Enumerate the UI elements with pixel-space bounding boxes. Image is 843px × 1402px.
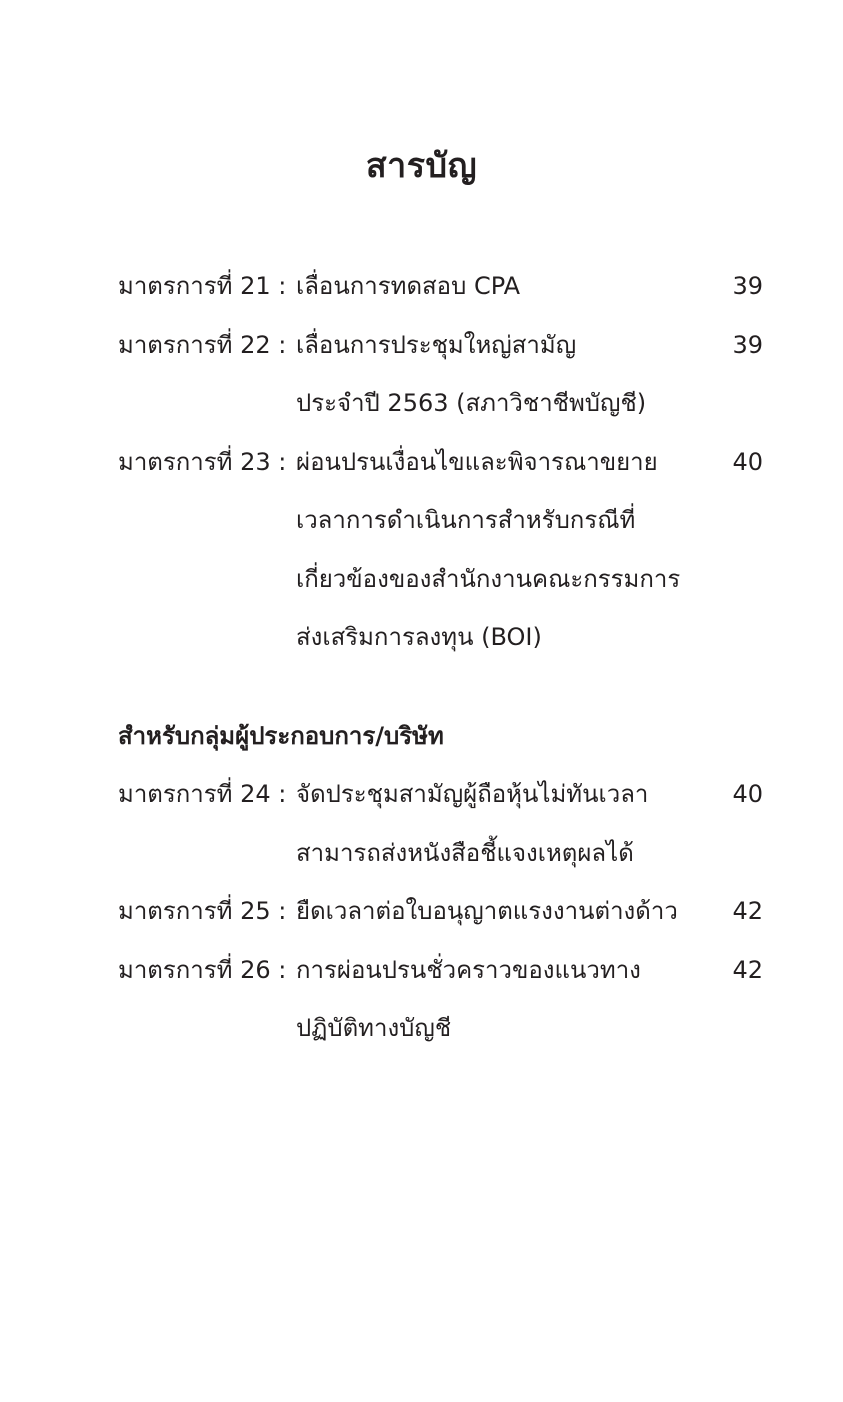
- description-line: ส่งเสริมการลงทุน (BOI): [296, 623, 542, 651]
- measure-label: มาตรการที่ 24 :: [118, 780, 287, 808]
- measure-label: มาตรการที่ 26 :: [118, 955, 287, 984]
- description-line: ประจำปี 2563 (สภาวิชาชีพบัญชี): [296, 389, 647, 417]
- description-line: จัดประชุมสามัญผู้ถือหุ้นไม่ทันเวลา: [296, 780, 649, 808]
- description-line: เลื่อนการประชุมใหญ่สามัญ: [296, 330, 577, 359]
- toc-entry-24[interactable]: [118, 765, 763, 882]
- page-number: 39: [732, 272, 763, 300]
- measure-description: [296, 882, 713, 941]
- measure-description: [296, 765, 713, 882]
- toc-entry-23[interactable]: [118, 433, 763, 667]
- measure-label: มาตรการที่ 25 :: [118, 897, 287, 925]
- measure-description: [296, 433, 713, 667]
- measure-description: [296, 316, 713, 433]
- description-line: ปฏิบัติทางบัญชี: [296, 1014, 452, 1042]
- toc-entry-25[interactable]: [118, 882, 763, 941]
- page-number: 39: [732, 330, 763, 359]
- page-number: 42: [732, 897, 763, 925]
- measure-label: มาตรการที่ 21 :: [118, 272, 287, 300]
- page-number: 42: [732, 955, 763, 984]
- measure-description: [296, 257, 713, 316]
- measure-description: [296, 941, 713, 1058]
- description-line: ยืดเวลาต่อใบอนุญาตแรงงานต่างด้าว: [296, 897, 678, 925]
- description-line: เลื่อนการทดสอบ CPA: [296, 272, 521, 300]
- toc-entry-21[interactable]: [118, 257, 763, 316]
- description-line: สามารถส่งหนังสือชี้แจงเหตุผลได้: [296, 838, 634, 867]
- page-number: 40: [732, 780, 763, 808]
- page-number: 40: [732, 447, 763, 476]
- description-line: การผ่อนปรนชั่วคราวของแนวทาง: [296, 955, 641, 984]
- description-line: ผ่อนปรนเงื่อนไขและพิจารณาขยาย: [296, 447, 658, 476]
- section-heading: สำหรับกลุ่มผู้ประกอบการ/บริษัท: [118, 721, 444, 750]
- toc-entry-22[interactable]: [118, 316, 763, 433]
- section-spacer: [118, 667, 763, 707]
- page-title: สารบัญ: [365, 146, 478, 186]
- description-line: เกี่ยวข้องของสำนักงานคณะกรรมการ: [296, 564, 681, 593]
- measure-label: มาตรการที่ 23 :: [118, 447, 287, 476]
- description-line: เวลาการดำเนินการสำหรับกรณีที่: [296, 506, 636, 534]
- toc-entry-26[interactable]: [118, 941, 763, 1058]
- table-of-contents: [118, 257, 763, 1058]
- measure-label: มาตรการที่ 22 :: [118, 330, 287, 359]
